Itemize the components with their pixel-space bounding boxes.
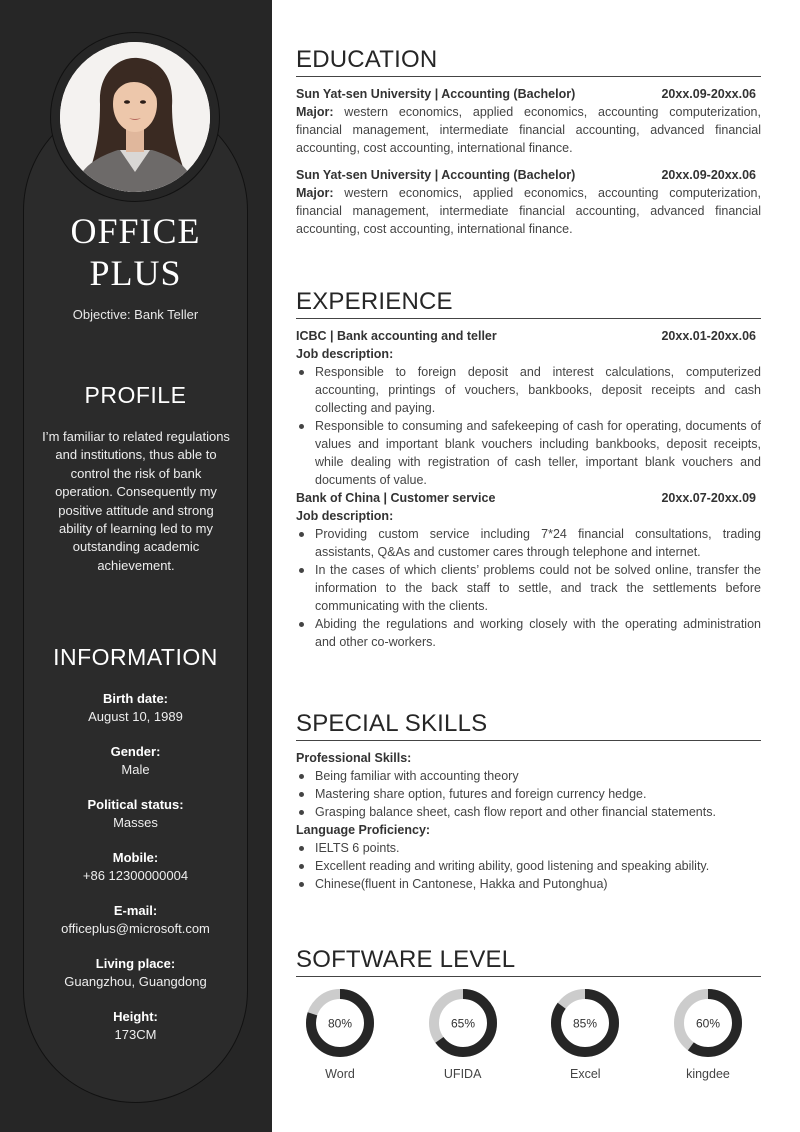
skill-group	[296, 749, 761, 821]
info-value: officeplus@microsoft.com	[61, 921, 210, 936]
list-item: Responsible to consuming and safekeeping of cash for operating, documents of values and important blank vouchers including bankbooks, deposit receipts, while dealing with registration of cash teller, important blank vouchers and documents of value.	[296, 417, 761, 489]
list-item: Mastering share option, futures and foreign currency hedge.	[296, 785, 761, 803]
experience-date: 20xx.01-20xx.06	[661, 329, 756, 343]
skill-group-label: Language Proficiency:	[296, 823, 431, 837]
info-value: Male	[121, 762, 150, 777]
donut-percent-label: 60%	[695, 1016, 720, 1031]
software-section	[296, 946, 761, 1083]
list-item: IELTS 6 points.	[296, 839, 761, 857]
list-item: Chinese(fluent in Cantonese, Hakka and Putonghua)	[296, 875, 761, 893]
information-list	[24, 690, 247, 1061]
info-label: E-mail:	[113, 903, 158, 918]
info-value: August 10, 1989	[88, 709, 183, 724]
donut-chart	[549, 987, 621, 1059]
donut-percent-label: 80%	[327, 1016, 353, 1031]
job-description-list	[296, 363, 761, 489]
education-school: Sun Yat-sen University | Accounting (Bachelor)	[296, 87, 576, 101]
experience-entry-header	[296, 489, 761, 507]
info-label: Living place:	[95, 956, 176, 971]
experience-entry	[296, 489, 761, 651]
skill-group	[296, 821, 761, 893]
software-gauge	[427, 987, 499, 1083]
experience-company: Bank of China | Customer service	[296, 491, 496, 505]
info-value: Guangzhou, Guangdong	[64, 974, 207, 989]
list-item: Abiding the regulations and working closely with the operating administration and other co-workers.	[296, 615, 761, 651]
education-date: 20xx.09-20xx.06	[661, 168, 756, 182]
sidebar	[0, 0, 272, 1132]
info-value: Masses	[113, 815, 158, 830]
education-school: Sun Yat-sen University | Accounting (Bachelor)	[296, 168, 576, 182]
experience-company: ICBC | Bank accounting and teller	[296, 329, 497, 343]
software-gauge	[549, 987, 621, 1083]
education-date: 20xx.09-20xx.06	[661, 87, 756, 101]
profile-heading: PROFILE	[84, 382, 187, 408]
job-description-label: Job description:	[296, 509, 394, 523]
education-entry	[296, 85, 761, 157]
list-item: Being familiar with accounting theory	[296, 767, 761, 785]
info-living-place	[24, 955, 247, 991]
info-political-status	[24, 796, 247, 832]
job-description-label: Job description:	[296, 347, 394, 361]
major-label: Major:	[296, 105, 334, 119]
major-text: western economics, applied economics, accounting computerization, financial management, intermediate financial accounting, advanced financial accounting, cost accounting, international finance.	[296, 186, 761, 236]
info-label: Mobile:	[112, 850, 159, 865]
info-label: Political status:	[87, 797, 184, 812]
candidate-name: OFFICE PLUS	[70, 211, 201, 293]
info-height	[24, 1008, 247, 1044]
list-item: Responsible to foreign deposit and interest calculations, computerized accounting, printings of vouchers, bankbooks, deposit receipts and cash collecting and paying.	[296, 363, 761, 417]
info-mobile	[24, 849, 247, 885]
education-heading: EDUCATION	[296, 46, 761, 77]
skill-list	[296, 839, 761, 893]
donut-percent-label: 85%	[573, 1016, 598, 1031]
list-item: Providing custom service including 7*24 financial consultations, trading assistants, Q&As and customer cares through telephone and internet.	[296, 525, 761, 561]
skill-group-label: Professional Skills:	[296, 751, 412, 765]
education-entry-header	[296, 166, 761, 184]
job-description-list	[296, 525, 761, 651]
donut-chart	[304, 987, 376, 1059]
experience-entry	[296, 327, 761, 489]
software-gauges	[296, 985, 761, 1083]
experience-date: 20xx.07-20xx.09	[661, 491, 756, 505]
info-value: +86 12300000004	[82, 868, 189, 883]
education-major	[296, 103, 761, 157]
portrait-illustration	[60, 42, 210, 192]
info-email	[24, 902, 247, 938]
objective: Objective: Bank Teller	[72, 307, 199, 322]
software-name: kingdee	[686, 1067, 730, 1081]
list-item: Excellent reading and writing ability, good listening and speaking ability.	[296, 857, 761, 875]
info-label: Birth date:	[103, 691, 168, 706]
info-value: 173CM	[114, 1027, 157, 1042]
education-entry	[296, 166, 761, 238]
skill-list	[296, 767, 761, 821]
experience-heading: EXPERIENCE	[296, 288, 761, 319]
major-label: Major:	[296, 186, 334, 200]
software-name: Word	[325, 1067, 355, 1081]
education-section	[296, 46, 761, 238]
info-label: Gender:	[110, 744, 161, 759]
experience-section	[296, 288, 761, 651]
education-entry-header	[296, 85, 761, 103]
major-text: western economics, applied economics, accounting computerization, financial management, intermediate financial accounting, advanced financial accounting, cost accounting, international finance.	[296, 105, 761, 155]
list-item: Grasping balance sheet, cash flow report and other financial statements.	[296, 803, 761, 821]
donut-chart	[427, 987, 499, 1059]
list-item: In the cases of which clients’ problems could not be solved online, transfer the information to the back staff to settle, and track the settlements before communicating with the clients.	[296, 561, 761, 615]
info-gender	[24, 743, 247, 779]
experience-entry-header	[296, 327, 761, 345]
education-major	[296, 184, 761, 238]
skills-heading: SPECIAL SKILLS	[296, 710, 761, 741]
software-gauge	[304, 987, 376, 1083]
profile-text: I’m familiar to related regulations and institutions, thus able to control the risk of bank operation. Consequently my positive attitude and strong ability of learning led to my outstanding academic achievement.	[42, 429, 230, 573]
information-heading: INFORMATION	[53, 644, 218, 670]
profile-photo	[60, 42, 210, 192]
software-name: UFIDA	[443, 1067, 482, 1081]
info-birth-date	[24, 690, 247, 726]
info-label: Height:	[113, 1009, 158, 1024]
donut-percent-label: 65%	[450, 1016, 475, 1031]
software-heading: SOFTWARE LEVEL	[296, 946, 761, 977]
skills-section	[296, 710, 761, 893]
software-name: Excel	[570, 1067, 601, 1081]
donut-chart	[672, 987, 744, 1059]
software-gauge	[672, 987, 744, 1083]
